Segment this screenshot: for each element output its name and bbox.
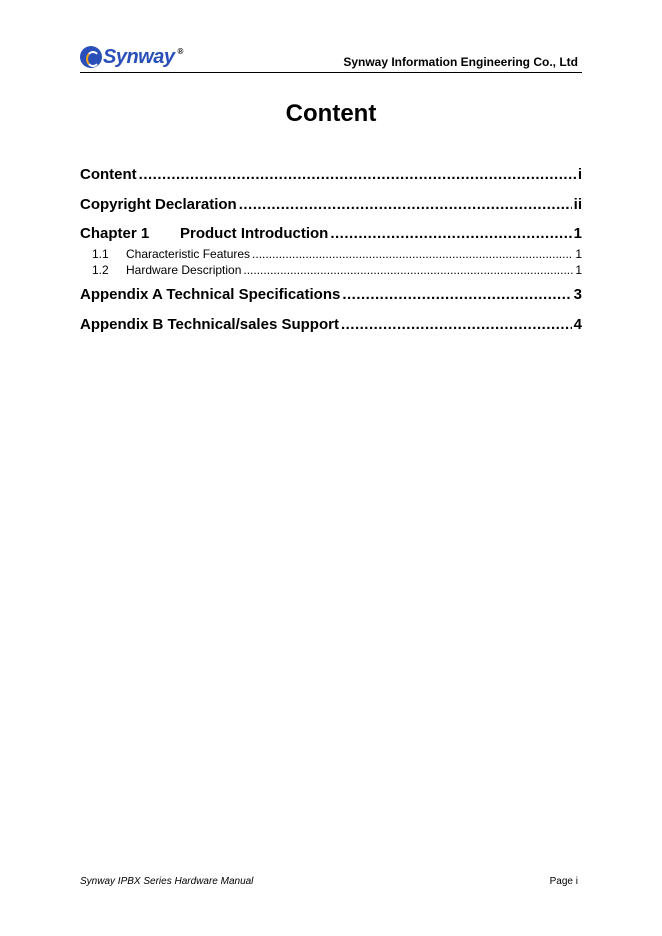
toc-label: Appendix A Technical Specifications bbox=[80, 286, 341, 303]
page-title: Content bbox=[285, 100, 377, 127]
manual-title: Synway IPBX Series Hardware Manual bbox=[80, 876, 254, 887]
toc-label: Characteristic Features bbox=[126, 247, 251, 261]
toc-entry-appendix-b[interactable] bbox=[80, 314, 582, 344]
toc-label: Product Introduction bbox=[180, 225, 329, 242]
toc-page-number: 1 bbox=[573, 225, 582, 242]
page-header bbox=[80, 42, 582, 73]
toc-leader bbox=[342, 284, 571, 306]
toc-leader bbox=[139, 164, 576, 186]
toc-page-number: 1 bbox=[575, 263, 582, 277]
toc-entry-copyright[interactable] bbox=[80, 194, 582, 224]
toc-number: Chapter 1 bbox=[80, 225, 150, 242]
toc-page-number: 3 bbox=[573, 286, 582, 303]
synway-logo bbox=[80, 46, 183, 70]
toc-leader bbox=[239, 194, 572, 216]
page-footer bbox=[80, 876, 578, 887]
registered-mark: ® bbox=[177, 47, 184, 56]
toc-label: Hardware Description bbox=[126, 263, 242, 277]
toc-page-number: i bbox=[577, 166, 582, 183]
footer-page-number: Page i bbox=[549, 876, 578, 887]
toc-leader bbox=[341, 314, 572, 336]
toc-page-number: 4 bbox=[573, 315, 582, 333]
toc-number: 1.1 bbox=[92, 247, 109, 261]
company-name: Synway Information Engineering Co., Ltd bbox=[343, 55, 578, 69]
toc-entry-content[interactable] bbox=[80, 164, 582, 194]
toc-label: Copyright Declaration bbox=[80, 195, 237, 213]
toc-label: Content bbox=[80, 166, 137, 183]
toc-label: Appendix B Technical/sales Support bbox=[80, 315, 339, 333]
logo-text: Synway bbox=[103, 46, 175, 68]
toc-entry-1-2[interactable] bbox=[80, 262, 582, 278]
toc-leader bbox=[252, 246, 573, 262]
toc-number: 1.2 bbox=[92, 263, 109, 277]
toc-page-number: ii bbox=[573, 195, 582, 213]
toc-entry-1-1[interactable] bbox=[80, 246, 582, 262]
toc-leader bbox=[330, 223, 571, 245]
toc-entry-chapter-1[interactable] bbox=[80, 223, 582, 246]
table-of-contents bbox=[80, 164, 582, 343]
synway-logo-icon bbox=[80, 46, 102, 68]
toc-leader bbox=[243, 262, 573, 278]
toc-entry-appendix-a[interactable] bbox=[80, 284, 582, 314]
toc-page-number: 1 bbox=[575, 247, 582, 261]
